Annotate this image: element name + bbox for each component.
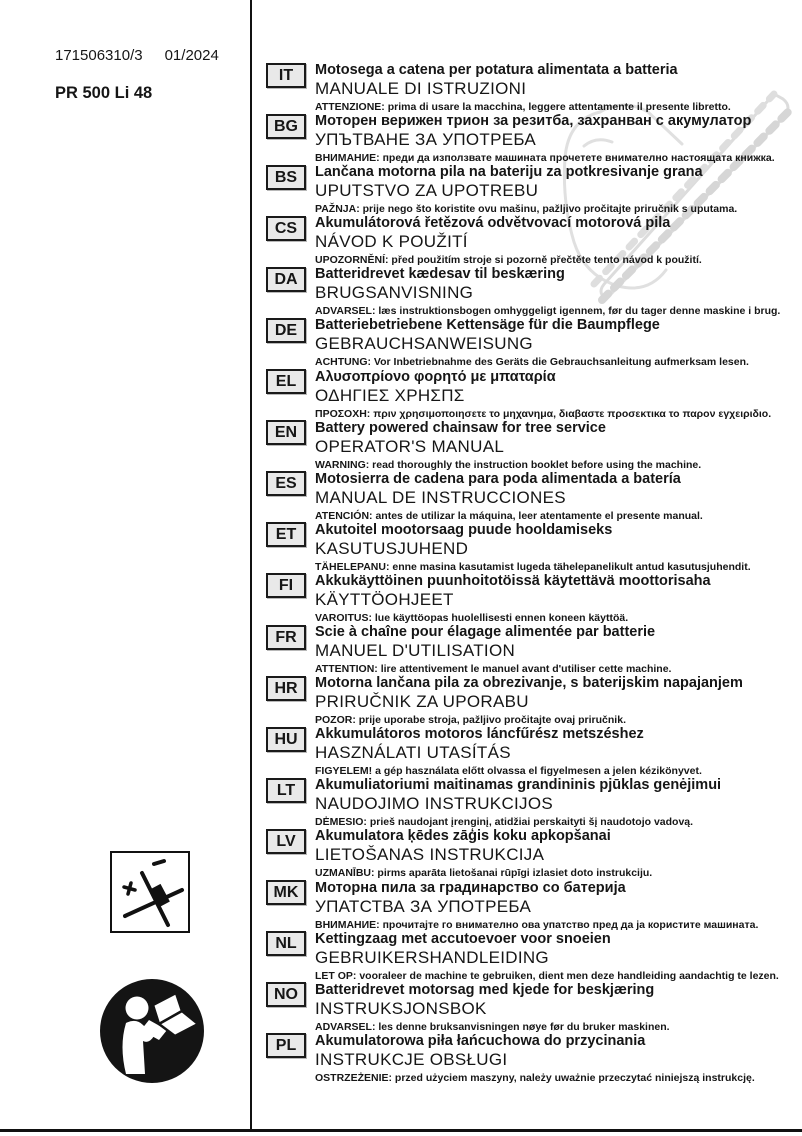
- product-title: Batteriebetriebene Kettensäge für die Baumpflege: [315, 317, 660, 334]
- lang-block-bg: [266, 113, 794, 164]
- product-title: Motorna lančana pila za obrezivanje, s baterijskim napajanjem: [315, 675, 743, 692]
- product-title: Akumulatorowa piła łańcuchowa do przycinania: [315, 1032, 646, 1049]
- warning-notice: FIGYELEM! a gép használata előtt olvassa el figyelmesen a jelen kézikönyvet.: [315, 765, 702, 778]
- language-code-badge: LT: [266, 778, 306, 803]
- manual-type-subtitle: KÄYTTÖOHJEET: [315, 589, 454, 609]
- lang-block-hr: [266, 675, 794, 726]
- product-title: Battery powered chainsaw for tree service: [315, 419, 606, 436]
- language-code-badge: FR: [266, 625, 306, 650]
- language-code-badge: EL: [266, 369, 306, 394]
- lang-block-it: [266, 62, 794, 113]
- product-title: Batteridrevet kædesav til beskæring: [315, 266, 565, 283]
- warning-notice: ATENCIÓN: antes de utilizar la máquina, leer atentamente el presente manual.: [315, 509, 703, 522]
- lang-block-no: [266, 982, 794, 1033]
- lang-block-et: [266, 522, 794, 573]
- product-title: Akutoitel mootorsaag puude hooldamiseks: [315, 521, 613, 538]
- manual-type-subtitle: INSTRUKCJE OBSŁUGI: [315, 1049, 508, 1069]
- warning-notice: LET OP: vooraleer de machine te gebruiken, dient men deze handleiding aandachtig te lezen.: [315, 969, 779, 982]
- manual-type-subtitle: MANUEL D'UTILISATION: [315, 641, 516, 661]
- warning-notice: ADVARSEL: les denne bruksanvisningen nøye før du bruker maskinen.: [315, 1020, 670, 1033]
- warning-notice: ADVARSEL: læs instruktionsbogen omhyggeligt igennem, før du tager denne maskine i brug.: [315, 305, 781, 318]
- product-title: Scie à chaîne pour élagage alimentée par batterie: [315, 624, 656, 641]
- lang-block-de: [266, 317, 794, 368]
- warning-notice: UPOZORNĚNÍ: před použitím stroje si pozorně přečtěte tento návod k použití.: [315, 254, 702, 267]
- product-title: Akkumulátoros motoros láncfűrész metszéshez: [315, 726, 644, 743]
- warning-notice: UZMANĪBU: pirms aparāta lietošanai rūpīgi izlasiet doto instrukciju.: [315, 867, 653, 880]
- language-code-badge: DA: [266, 267, 306, 292]
- language-code-badge: IT: [266, 63, 306, 88]
- warning-notice: ВНИМАНИЕ: прочитајте го внимателно ова упатство пред да ја користите машината.: [315, 918, 759, 931]
- warning-notice: ACHTUNG: Vor Inbetriebnahme des Geräts die Gebrauchsanleitung aufmerksam lesen.: [315, 356, 749, 369]
- manual-type-subtitle: UPUTSTVO ZA UPOTREBU: [315, 181, 539, 201]
- lang-block-fr: [266, 624, 794, 675]
- manual-type-subtitle: УПАТСТВА ЗА УПОТРЕБА: [315, 896, 532, 916]
- language-code-badge: LV: [266, 829, 306, 854]
- language-code-badge: CS: [266, 216, 306, 241]
- lang-block-nl: [266, 931, 794, 982]
- language-list: [266, 62, 794, 1084]
- product-title: Моторен верижен трион за резитба, захранван с акумулатор: [315, 113, 752, 130]
- lang-block-hu: [266, 726, 794, 777]
- lang-block-da: [266, 266, 794, 317]
- warning-notice: PAŽNJA: prije nego što koristite ovu mašinu, pažljivo pročitajte priručnik s uputama.: [315, 203, 738, 216]
- product-title: Akkukäyttöinen puunhoitotöissä käytettävä moottorisaha: [315, 572, 711, 589]
- lang-block-en: [266, 420, 794, 471]
- warning-notice: POZOR: prije uporabe stroja, pažljivo pročitajte ovaj priručnik.: [315, 714, 626, 727]
- warning-notice: ΠΡΟΣΟΧΗ: πριν χρησιμοποιησετε το μηχανημα, διαβαστε προσεκτικα το παρον εγχειριδιο.: [315, 407, 772, 420]
- manual-type-subtitle: LIETOŠANAS INSTRUKCIJA: [315, 845, 545, 865]
- product-title: Akumulátorová řetězová odvětvovací motorová pila: [315, 215, 671, 232]
- manual-type-subtitle: GEBRAUCHSANWEISUNG: [315, 334, 533, 354]
- lang-block-lt: [266, 777, 794, 828]
- manual-type-subtitle: MANUALE DI ISTRUZIONI: [315, 79, 527, 98]
- warning-notice: ATTENZIONE: prima di usare la macchina, leggere attentamente il presente libretto.: [315, 101, 731, 113]
- manual-type-subtitle: NÁVOD K POUŽITÍ: [315, 232, 468, 252]
- lang-block-mk: [266, 880, 794, 931]
- lang-block-bs: [266, 164, 794, 215]
- manual-type-subtitle: MANUAL DE INSTRUCCIONES: [315, 487, 566, 507]
- manual-type-subtitle: HASZNÁLATI UTASÍTÁS: [315, 743, 511, 763]
- product-title: Lančana motorna pila na bateriju za potkresivanje grana: [315, 164, 703, 181]
- read-manual-icon: [99, 978, 205, 1084]
- manual-type-subtitle: УПЪТВАНЕ ЗА УПОТРЕБА: [315, 130, 537, 150]
- language-code-badge: MK: [266, 880, 306, 905]
- language-code-badge: PL: [266, 1033, 306, 1058]
- manual-type-subtitle: INSTRUKSJONSBOK: [315, 998, 487, 1018]
- language-code-badge: ES: [266, 471, 306, 496]
- battery-polarity-sketch-icon: [110, 851, 190, 933]
- language-code-badge: EN: [266, 420, 306, 445]
- language-code-badge: NL: [266, 931, 306, 956]
- bottom-rule: [0, 1129, 802, 1132]
- product-title: Моторна пила за градинарство со батерија: [315, 879, 626, 896]
- lang-block-el: [266, 369, 794, 420]
- document-code: 171506310/3: [55, 47, 143, 64]
- model-name: PR 500 Li 48: [55, 84, 153, 102]
- manual-type-subtitle: ΟΔΗΓΙΕΣ ΧΡΗΣΠΣ: [315, 385, 465, 405]
- language-code-badge: FI: [266, 573, 306, 598]
- manual-type-subtitle: GEBRUIKERSHANDLEIDING: [315, 947, 549, 967]
- vertical-divider: [250, 0, 252, 1130]
- product-title: Akumuliatoriumi maitinamas grandininis pjūklas genėjimui: [315, 777, 722, 794]
- language-code-badge: BG: [266, 114, 306, 139]
- manual-type-subtitle: KASUTUSJUHEND: [315, 538, 469, 558]
- language-code-badge: BS: [266, 165, 306, 190]
- warning-notice: TÄHELEPANU: enne masina kasutamist lugeda tähelepanelikult antud kasutusjuhendit.: [315, 560, 751, 573]
- document-meta: [55, 47, 219, 64]
- lang-block-pl: [266, 1033, 794, 1084]
- manual-type-subtitle: BRUGSANVISNING: [315, 283, 474, 303]
- warning-notice: VAROITUS: lue käyttöopas huolellisesti ennen koneen käyttöä.: [315, 611, 629, 624]
- product-title: Motosega a catena per potatura alimentata a batteria: [315, 62, 678, 78]
- warning-notice: WARNING: read thoroughly the instruction booklet before using the machine.: [315, 458, 702, 471]
- language-code-badge: HU: [266, 727, 306, 752]
- warning-notice: DĖMESIO: prieš naudojant įrenginį, atidžiai perskaityti šį naudotojo vadovą.: [315, 816, 694, 829]
- product-title: Batteridrevet motorsag med kjede for beskjæring: [315, 981, 655, 998]
- lang-block-es: [266, 471, 794, 522]
- language-code-badge: NO: [266, 982, 306, 1007]
- product-title: Αλυσοπρίονο φορητό με μπαταρία: [315, 368, 556, 385]
- warning-notice: OSTRZEŻENIE: przed użyciem maszyny, należy uważnie przeczytać niniejszą instrukcję.: [315, 1071, 755, 1084]
- warning-notice: ATTENTION: lire attentivement le manuel avant d'utiliser cette machine.: [315, 663, 672, 676]
- lang-block-lv: [266, 828, 794, 879]
- lang-block-cs: [266, 215, 794, 266]
- language-code-badge: DE: [266, 318, 306, 343]
- language-code-badge: HR: [266, 676, 306, 701]
- manual-type-subtitle: NAUDOJIMO INSTRUKCIJOS: [315, 794, 554, 814]
- language-code-badge: ET: [266, 522, 306, 547]
- product-title: Akumulatora ķēdes zāģis koku apkopšanai: [315, 828, 611, 845]
- product-title: Motosierra de cadena para poda alimentada a batería: [315, 470, 681, 487]
- warning-notice: ВНИМАНИЕ: преди да използвате машината прочетете внимателно настоящата книжка.: [315, 152, 775, 165]
- lang-block-fi: [266, 573, 794, 624]
- document-date: 01/2024: [164, 47, 219, 64]
- product-title: Kettingzaag met accutoevoer voor snoeien: [315, 930, 611, 947]
- manual-type-subtitle: OPERATOR'S MANUAL: [315, 436, 505, 456]
- manual-type-subtitle: PRIRUČNIK ZA UPORABU: [315, 692, 529, 712]
